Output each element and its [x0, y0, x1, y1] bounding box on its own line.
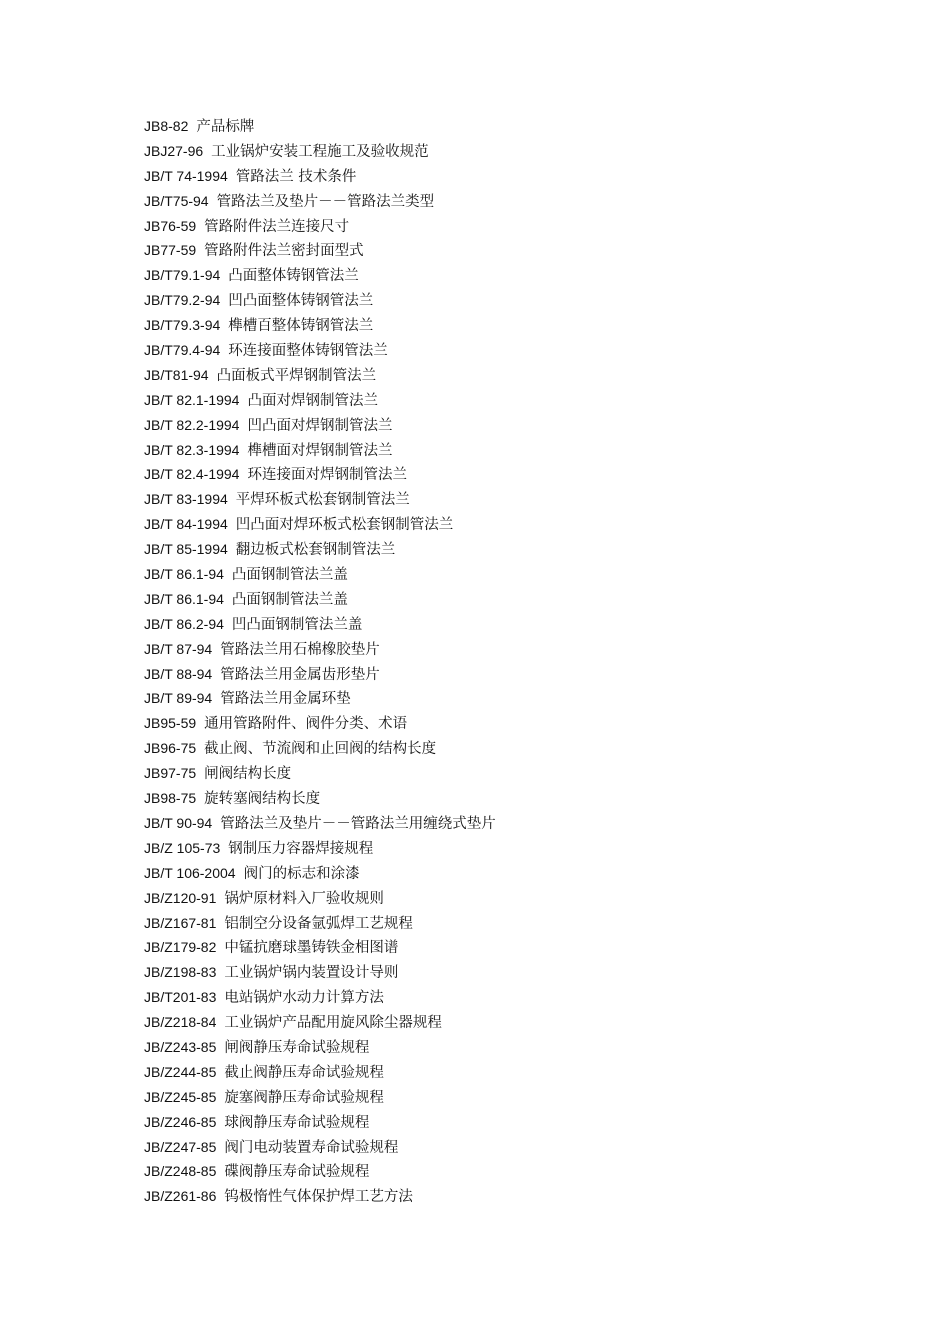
standard-code: JB/Z246-85 [144, 1113, 217, 1130]
standard-title: 产品标牌 [196, 119, 255, 135]
standard-title: 球阀静压寿命试验规程 [224, 1114, 370, 1131]
standard-title: 工业锅炉安装工程施工及验收规范 [211, 143, 429, 160]
standard-entry [144, 462, 496, 487]
standard-title: 阀门电动装置寿命试验规程 [224, 1139, 399, 1156]
standard-code: JB/Z244-85 [144, 1063, 217, 1080]
standard-code: JB/T79.4-94 [144, 342, 221, 359]
standard-code: JB/Z198-83 [144, 964, 217, 981]
standard-entry [144, 1035, 496, 1060]
standard-title: 碟阀静压寿命试验规程 [224, 1164, 370, 1181]
standard-code: JB/Z261-86 [144, 1188, 217, 1205]
standard-code: JB/T81-94 [144, 366, 209, 383]
standard-code: JB/T 86.2-94 [144, 615, 224, 632]
standard-code: JB/T 87-94 [144, 640, 213, 657]
standard-code: JB/T 82.1-1994 [144, 391, 240, 408]
standard-entry [144, 338, 496, 363]
standard-code: JB76-59 [144, 217, 197, 234]
standard-title: 榫槽面对焊钢制管法兰 [247, 442, 393, 459]
standard-title: 管路法兰 技术条件 [235, 168, 357, 185]
standard-entry [144, 736, 496, 761]
standard-title: 工业锅炉产品配用旋风除尘器规程 [224, 1015, 442, 1032]
standard-title: 管路附件法兰密封面型式 [204, 243, 364, 260]
standard-entry [144, 313, 496, 338]
standard-entry [144, 238, 496, 263]
standard-title: 钨极惰性气体保护焊工艺方法 [224, 1189, 413, 1206]
standard-title: 工业锅炉锅内装置设计导则 [224, 965, 399, 982]
standard-title: 铝制空分设备氩弧焊工艺规程 [224, 915, 413, 932]
standard-title: 翻边板式松套钢制管法兰 [235, 542, 396, 559]
standard-code: JB/T 86.1-94 [144, 566, 224, 583]
standard-code: JB/Z243-85 [144, 1038, 217, 1055]
standard-entry [144, 587, 496, 612]
standard-title: 管路法兰用石棉橡胶垫片 [220, 641, 380, 658]
standard-title: 凸面钢制管法兰盖 [231, 591, 348, 608]
standard-code: JB/T201-83 [144, 989, 217, 1006]
standard-code: JB/T 85-1994 [144, 541, 228, 558]
standard-entry [144, 139, 496, 164]
standard-code: JB/Z179-82 [144, 939, 217, 956]
standard-code: JB97-75 [144, 765, 197, 782]
standard-code: JB/Z247-85 [144, 1138, 217, 1155]
standard-code: JB8-82 [144, 118, 189, 134]
standard-title: 凸面对焊钢制管法兰 [247, 392, 378, 409]
standard-code: JB/T 83-1994 [144, 491, 228, 508]
standard-entry [144, 686, 496, 711]
standard-title: 凹凸面对焊环板式松套钢制管法兰 [235, 517, 454, 534]
standard-title: 阀门的标志和涂漆 [243, 865, 360, 882]
standard-entry [144, 612, 496, 637]
standard-title: 榫槽百整体铸钢管法兰 [228, 318, 374, 335]
standard-code: JB/T75-94 [144, 192, 209, 209]
standard-code: JB/Z 105-73 [144, 839, 221, 856]
standard-title: 环连接面整体铸钢管法兰 [228, 343, 388, 360]
standard-entry [144, 1010, 496, 1035]
standard-entry [144, 413, 496, 438]
standard-title: 凸面板式平焊钢制管法兰 [216, 367, 377, 384]
standard-title: 凸面整体铸钢管法兰 [228, 268, 359, 285]
standard-code: JB96-75 [144, 740, 197, 757]
standard-entry [144, 711, 496, 736]
standard-code: JB/T 106-2004 [144, 864, 236, 881]
standard-title: 管路附件法兰连接尺寸 [204, 218, 350, 235]
standard-title: 钢制压力容器焊接规程 [228, 840, 374, 857]
standard-title: 凹凸面整体铸钢管法兰 [228, 293, 374, 310]
standard-entry [144, 363, 496, 388]
standard-entry [144, 114, 496, 139]
standard-entry [144, 960, 496, 985]
standard-entry [144, 1110, 496, 1135]
standard-entry [144, 1184, 496, 1209]
standard-entry [144, 1060, 496, 1085]
standard-entry [144, 288, 496, 313]
standard-title: 管路法兰用金属齿形垫片 [220, 666, 380, 683]
standard-code: JB/Z248-85 [144, 1163, 217, 1180]
standard-title: 平焊环板式松套钢制管法兰 [235, 492, 410, 509]
standard-entry [144, 487, 496, 512]
standard-title: 通用管路附件、阀件分类、术语 [204, 716, 408, 733]
standard-code: JB/T 88-94 [144, 665, 213, 682]
standard-code: JB/T 82.2-1994 [144, 416, 240, 433]
standard-code: JB/T 86.1-94 [144, 590, 224, 607]
standard-entry [144, 388, 496, 413]
standard-entry [144, 1085, 496, 1110]
standard-entry [144, 562, 496, 587]
standard-code: JB77-59 [144, 242, 197, 259]
standard-entry [144, 886, 496, 911]
standard-title: 闸阀静压寿命试验规程 [224, 1039, 370, 1056]
standard-title: 凹凸面对焊钢制管法兰 [247, 417, 393, 434]
standard-entry [144, 935, 496, 960]
standard-entry [144, 1159, 496, 1184]
standard-code: JB95-59 [144, 715, 197, 732]
standard-code: JB/T 82.4-1994 [144, 466, 240, 483]
standard-title: 环连接面对焊钢制管法兰 [247, 467, 407, 484]
standard-entry [144, 861, 496, 886]
standard-entry [144, 637, 496, 662]
standard-title: 管路法兰及垫片－－管路法兰用缠绕式垫片 [220, 815, 496, 832]
standard-title: 旋转塞阀结构长度 [204, 791, 321, 808]
standard-entry [144, 786, 496, 811]
standard-title: 截止阀静压寿命试验规程 [224, 1064, 384, 1081]
standard-entry [144, 537, 496, 562]
standard-code: JB/Z167-81 [144, 914, 217, 931]
standard-code: JB/Z245-85 [144, 1088, 217, 1105]
standard-title: 闸阀结构长度 [204, 766, 292, 783]
standard-code: JB/T79.3-94 [144, 317, 221, 334]
standard-code: JB/T79.1-94 [144, 267, 221, 284]
standard-entry [144, 1135, 496, 1160]
standard-code: JB/Z218-84 [144, 1014, 217, 1031]
standard-code: JB98-75 [144, 790, 197, 807]
standard-entry [144, 761, 496, 786]
standard-title: 管路法兰用金属环垫 [220, 691, 351, 708]
standard-title: 凹凸面钢制管法兰盖 [231, 616, 363, 633]
standard-title: 锅炉原材料入厂验收规则 [224, 890, 384, 907]
standard-code: JB/Z120-91 [144, 889, 217, 906]
standard-code: JB/T79.2-94 [144, 292, 221, 309]
standard-code: JB/T 74-1994 [144, 167, 228, 184]
standard-code: JB/T 89-94 [144, 690, 213, 707]
standard-title: 中锰抗磨球墨铸铁金相图谱 [224, 940, 399, 957]
standard-entry [144, 985, 496, 1010]
standards-list [144, 114, 496, 1209]
standard-entry [144, 911, 496, 936]
standard-title: 凸面钢制管法兰盖 [231, 567, 348, 584]
standard-entry [144, 512, 496, 537]
standard-entry [144, 189, 496, 214]
standard-code: JBJ27-96 [144, 142, 204, 159]
standard-code: JB/T 84-1994 [144, 516, 228, 533]
standard-title: 旋塞阀静压寿命试验规程 [224, 1089, 384, 1106]
standard-entry [144, 438, 496, 463]
standard-entry [144, 164, 496, 189]
standard-entry [144, 811, 496, 836]
standard-entry [144, 662, 496, 687]
standard-entry [144, 214, 496, 239]
standard-entry [144, 836, 496, 861]
standard-entry [144, 263, 496, 288]
standard-title: 电站锅炉水动力计算方法 [224, 990, 384, 1007]
standard-title: 管路法兰及垫片－－管路法兰类型 [216, 193, 435, 210]
standard-code: JB/T 82.3-1994 [144, 441, 240, 458]
standard-title: 截止阀、节流阀和止回阀的结构长度 [204, 741, 437, 758]
standard-code: JB/T 90-94 [144, 814, 213, 831]
